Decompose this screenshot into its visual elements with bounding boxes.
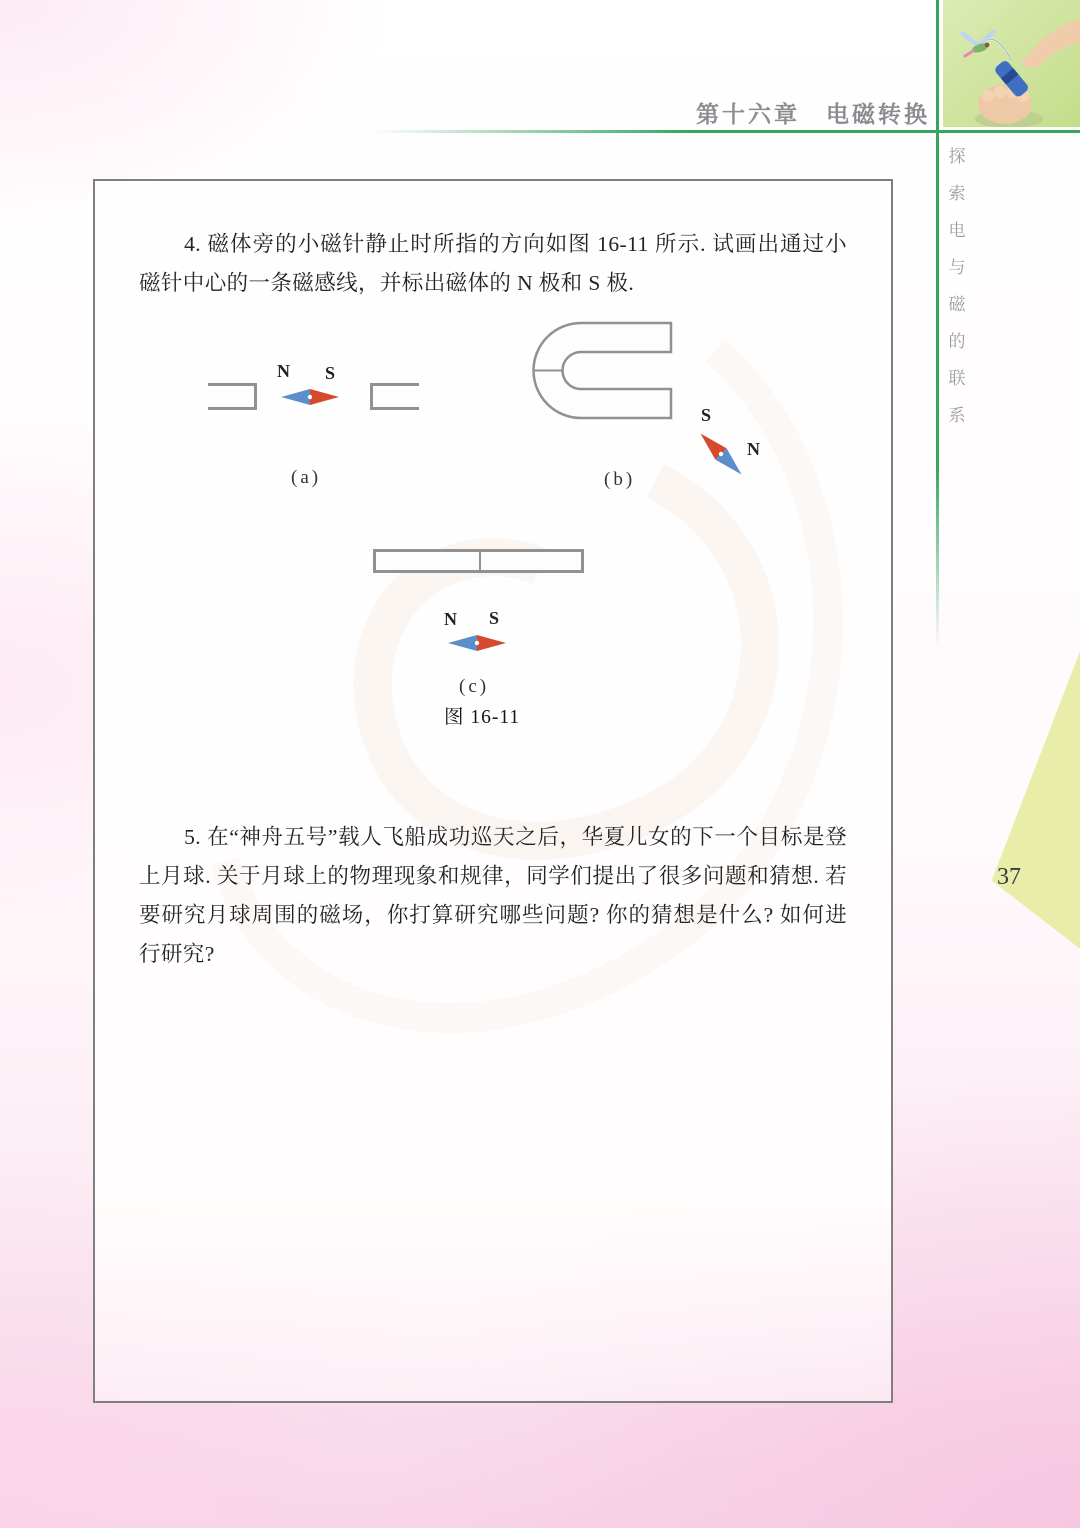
panel-c-caption: (c) (459, 676, 490, 697)
section-vertical-title (947, 142, 967, 426)
pole-label-n: N (747, 439, 760, 459)
vertical-char: 与 (948, 258, 966, 277)
magnet-right-end (370, 383, 419, 410)
horseshoe-magnet (521, 311, 673, 431)
vertical-char: 索 (948, 184, 966, 203)
compass-needle-b (691, 424, 752, 485)
compass-needle-a (280, 384, 340, 410)
pole-label-n: N (277, 361, 290, 381)
vertical-char: 电 (948, 221, 966, 240)
question-5-text: 5. 在“神舟五号”载人飞船成功巡天之后，华夏儿女的下一个目标是登上月球. 关于月球上的物理现象和规律，同学们提出了很多问题和猜想. 若要研究月球周围的磁场，你打算研究哪些问题? 你的猜想是什么? 如何进行研究? (139, 824, 847, 966)
pole-label-s: S (701, 405, 712, 425)
page-number: 37 (997, 864, 1021, 890)
magnet-left-end (208, 383, 257, 410)
exercise-box (93, 179, 893, 1403)
pole-label-n: N (444, 609, 457, 629)
corner-polygon (985, 645, 1080, 955)
pole-label-s: S (325, 363, 336, 383)
background-swirl (95, 181, 891, 1401)
header-green-rule (370, 130, 1080, 133)
panel-a-caption: (a) (291, 467, 322, 488)
vertical-char: 的 (948, 332, 966, 351)
question-4-text: 4. 磁体旁的小磁针静止时所指的方向如图 16-11 所示. 试画出通过小磁针中心的一条磁感线，并标出磁体的 N 极和 S 极. (139, 231, 847, 295)
bar-magnet (373, 549, 584, 573)
chapter-title: 第十六章 电磁转换 (696, 102, 930, 127)
compass-needle-c (447, 630, 507, 656)
panel-b-caption: (b) (604, 469, 636, 490)
vertical-char: 探 (948, 147, 966, 166)
vertical-char: 系 (948, 406, 966, 425)
photo-finger (1022, 57, 1036, 67)
vertical-char: 联 (948, 369, 966, 388)
sidebar-green-rule (936, 0, 939, 648)
figure-caption: 图 16-11 (444, 707, 521, 728)
bar-magnet-divider (479, 552, 482, 570)
pole-label-s: S (489, 608, 500, 628)
motor-experiment-photo (943, 0, 1080, 127)
vertical-char: 磁 (948, 295, 966, 314)
